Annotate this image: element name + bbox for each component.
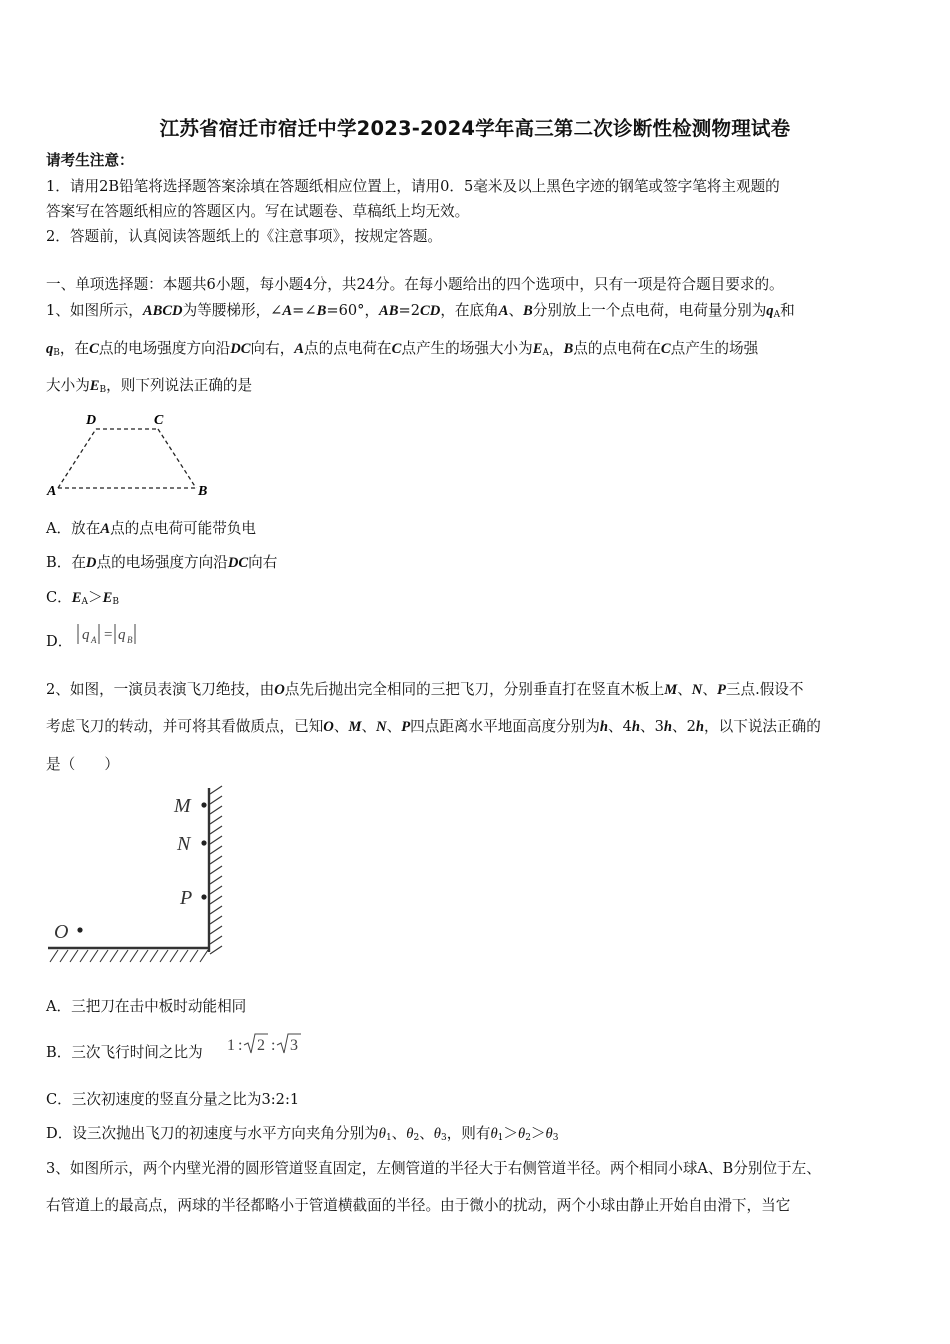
svg-text:2: 2 — [257, 1037, 265, 1054]
notice-item-1a: 1．请用2B铅笔将选择题答案涂填在答题纸相应位置上，请用0．5毫米及以上黑色字迹的钢笔或签字笔将主观题的 — [46, 178, 780, 195]
q2-option-a[interactable]: A．三把刀在击中板时动能相同 — [46, 998, 247, 1015]
label-d: D — [86, 413, 97, 428]
label-m: M — [174, 795, 191, 817]
svg-text:A: A — [91, 635, 97, 645]
label-p: P — [180, 887, 193, 909]
svg-text::: : — [271, 1037, 276, 1054]
q1-stem-line1: 1、如图所示，ABCD为等腰梯形，∠A=∠B=60°，AB=2CD，在底角A、B分别放上一个点电荷，电荷量分别为$q_A$和 — [46, 302, 795, 320]
section-heading: 一、单项选择题：本题共6小题，每小题4分，共24分。在每小题给出的四个选项中，只有一项是符合题目要求的。 — [46, 276, 784, 293]
svg-text:B: B — [127, 635, 133, 645]
q3-stem-line1: 3、如图所示，两个内壁光滑的圆形管道竖直固定，左侧管道的半径大于右侧管道半径。两个相同小球A、B分别位于左、 — [46, 1160, 821, 1177]
q1-stem-line3: 大小为$E_B$，则下列说法正确的是 — [46, 377, 253, 395]
knife-figure — [44, 782, 244, 972]
q2-stem-line1: 2、如图，一演员表演飞刀绝技，由O点先后抛出完全相同的三把飞刀，分别垂直打在竖直木板上M、N、P三点.假设不 — [46, 681, 804, 698]
q3-stem-line2: 右管道上的最高点，两球的半径都略小于管道横截面的半径。由于微小的扰动，两个小球由静止开始自由滑下，当它 — [46, 1197, 791, 1214]
q1-option-b[interactable]: B．在D点的电场强度方向沿DC向右 — [46, 554, 278, 571]
svg-text:1: 1 — [227, 1037, 235, 1054]
q2-option-c[interactable]: C．三次初速度的竖直分量之比为3:2:1 — [46, 1091, 300, 1108]
trapezoid-figure — [44, 408, 224, 502]
q1-option-c[interactable]: C．$E_A>E_B$ — [46, 589, 119, 607]
notice-item-2: 2．答题前，认真阅读答题纸上的《注意事项》，按规定答题。 — [46, 228, 443, 245]
q1-option-a[interactable]: A．放在A点的点电荷可能带负电 — [46, 520, 257, 537]
q2-stem-line3: 是（ ） — [46, 756, 119, 773]
label-o: O — [54, 921, 69, 943]
svg-text::: : — [238, 1037, 243, 1054]
notice-item-1b: 答案写在答题纸相应的答题区内。写在试题卷、草稿纸上均无效。 — [46, 203, 470, 220]
q2-option-b-formula — [224, 1030, 314, 1060]
svg-text:=: = — [104, 627, 113, 643]
svg-text:q: q — [82, 627, 90, 643]
q1-option-d[interactable]: D． — [46, 633, 73, 650]
svg-text:q: q — [118, 627, 126, 643]
notice-heading: 请考生注意： — [46, 152, 134, 169]
label-b: B — [198, 484, 208, 499]
point-p — [201, 894, 206, 899]
page-title: 江苏省宿迁市宿迁中学2023-2024学年高三第二次诊断性检测物理试卷 — [159, 117, 791, 140]
label-n: N — [177, 833, 191, 855]
q2-option-b[interactable]: B．三次飞行时间之比为 — [46, 1044, 203, 1061]
point-m — [201, 802, 206, 807]
wall-hatching — [209, 786, 222, 954]
q2-stem-line2: 考虑飞刀的转动，并可将其看做质点，已知O、M、N、P四点距离水平地面高度分别为h、4h、3h、2h，以下说法正确的 — [46, 718, 821, 735]
q2-option-d[interactable]: D．设三次抛出飞刀的初速度与水平方向夹角分别为$\theta_1$、$\theta_2$、$\theta_3$，则有$\theta_1>\theta_2>\theta_3$ — [46, 1125, 559, 1143]
point-n — [201, 840, 206, 845]
label-c: C — [154, 413, 164, 428]
point-o — [77, 927, 82, 932]
label-a: A — [47, 484, 57, 499]
q1-stem-line2: $q_B$，在C点的电场强度方向沿DC向右，A点的点电荷在C点产生的场强大小为$E_A$，B点的点电荷在C点产生的场强 — [46, 340, 759, 358]
edge-cb — [158, 429, 196, 488]
ground-hatching — [48, 948, 210, 962]
edge-ad — [58, 429, 96, 488]
q1-option-d-formula — [74, 620, 154, 648]
svg-text:3: 3 — [290, 1037, 298, 1054]
